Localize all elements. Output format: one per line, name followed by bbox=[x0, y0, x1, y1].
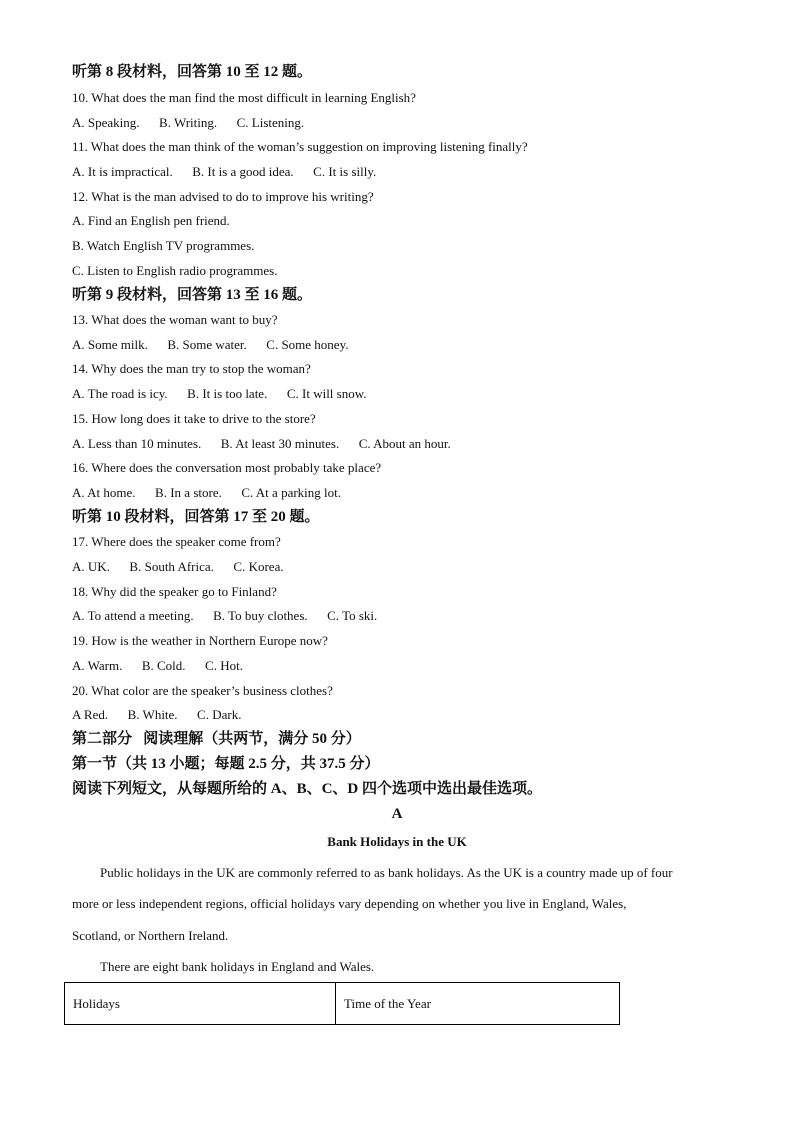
paragraph-1-line-1: Public holidays in the UK are commonly referred to as bank holidays. As the UK is a country made up of four bbox=[100, 865, 673, 880]
bank-holidays-table bbox=[64, 982, 620, 1025]
option-12c: C. Listen to English radio programmes. bbox=[72, 263, 278, 278]
options-18: A. To attend a meeting. B. To buy clothes. C. To ski. bbox=[72, 608, 378, 623]
question-16: 16. Where does the conversation most probably take place? bbox=[72, 460, 382, 475]
question-20: 20. What color are the speaker’s business clothes? bbox=[72, 683, 333, 698]
options-14: A. The road is icy. B. It is too late. C. It will snow. bbox=[72, 386, 367, 401]
question-10: 10. What does the man find the most difficult in learning English? bbox=[72, 90, 416, 105]
options-10: A. Speaking. B. Writing. C. Listening. bbox=[72, 115, 305, 130]
section-one-heading: 第一节（共 13 小题；每题 2.5 分，共 37.5 分） bbox=[72, 756, 380, 772]
table-header-time: Time of the Year bbox=[336, 983, 620, 1025]
part-two-heading: 第二部分 阅读理解（共两节，满分 50 分） bbox=[72, 731, 361, 747]
question-18: 18. Why did the speaker go to Finland? bbox=[72, 584, 277, 599]
option-12a: A. Find an English pen friend. bbox=[72, 213, 230, 228]
question-19: 19. How is the weather in Northern Europe now? bbox=[72, 633, 328, 648]
section-heading-8: 听第 8 段材料，回答第 10 至 12 题。 bbox=[72, 64, 313, 80]
reading-instructions: 阅读下列短文，从每题所给的 A、B、C、D 四个选项中选出最佳选项。 bbox=[72, 781, 543, 797]
question-12: 12. What is the man advised to do to improve his writing? bbox=[72, 189, 374, 204]
options-15: A. Less than 10 minutes. B. At least 30 minutes. C. About an hour. bbox=[72, 436, 451, 451]
question-13: 13. What does the woman want to buy? bbox=[72, 312, 278, 327]
options-19: A. Warm. B. Cold. C. Hot. bbox=[72, 658, 243, 673]
table-header-holidays: Holidays bbox=[65, 983, 336, 1025]
passage-title: Bank Holidays in the UK bbox=[327, 834, 467, 849]
question-14: 14. Why does the man try to stop the woman? bbox=[72, 361, 311, 376]
question-15: 15. How long does it take to drive to the store? bbox=[72, 411, 316, 426]
table-row bbox=[65, 983, 620, 1025]
question-17: 17. Where does the speaker come from? bbox=[72, 534, 281, 549]
options-11: A. It is impractical. B. It is a good idea. C. It is silly. bbox=[72, 164, 377, 179]
paragraph-1-line-3: Scotland, or Northern Ireland. bbox=[72, 928, 229, 943]
options-13: A. Some milk. B. Some water. C. Some honey. bbox=[72, 337, 349, 352]
options-20: A Red. B. White. C. Dark. bbox=[72, 707, 242, 722]
passage-letter: A bbox=[391, 806, 403, 822]
options-16: A. At home. B. In a store. C. At a parking lot. bbox=[72, 485, 342, 500]
section-heading-10: 听第 10 段材料，回答第 17 至 20 题。 bbox=[72, 509, 320, 525]
paragraph-1-line-2: more or less independent regions, official holidays vary depending on whether you live in England, Wales, bbox=[72, 896, 627, 911]
section-heading-9: 听第 9 段材料，回答第 13 至 16 题。 bbox=[72, 287, 313, 303]
question-11: 11. What does the man think of the woman’s suggestion on improving listening finally? bbox=[72, 139, 528, 154]
option-12b: B. Watch English TV programmes. bbox=[72, 238, 255, 253]
paragraph-2: There are eight bank holidays in England and Wales. bbox=[100, 959, 375, 974]
options-17: A. UK. B. South Africa. C. Korea. bbox=[72, 559, 284, 574]
